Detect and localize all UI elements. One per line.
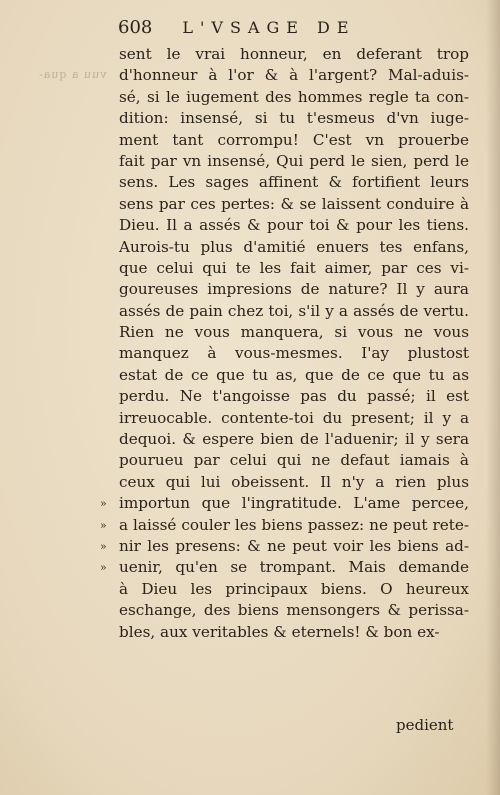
quotation-mark: » <box>100 561 107 575</box>
text-line-content: pourueu par celui qui ne defaut iamais à <box>119 451 469 470</box>
text-line-content: importun que l'ingratitude. L'ame percee, <box>119 494 469 513</box>
text-line <box>119 301 469 322</box>
text-line-content: d'honneur à l'or & à l'argent? Mal-aduis- <box>119 66 469 85</box>
text-line <box>100 493 469 514</box>
text-line <box>119 279 469 300</box>
quotation-mark: » <box>100 518 107 532</box>
page-number: 608 <box>118 17 153 38</box>
text-line-content: eschange, des biens mensongers & perissa- <box>119 601 469 620</box>
text-line <box>119 365 469 386</box>
quotation-mark: » <box>100 539 107 553</box>
page-header <box>118 17 368 38</box>
text-line-content: nir les presens: & ne peut voir les biens ad- <box>119 536 469 555</box>
text-line <box>100 557 469 578</box>
text-line-content: perdu. Ne t'angoisse pas du passé; il est <box>119 387 469 406</box>
text-line <box>119 130 469 151</box>
text-line <box>119 108 469 129</box>
text-line-content: Dieu. Il a assés & pour toi & pour les tiens. <box>119 216 469 235</box>
text-line <box>119 386 469 407</box>
text-line <box>119 622 469 643</box>
text-line-content: ment tant corrompu! C'est vn prouerbe <box>119 130 469 149</box>
text-line <box>119 172 469 193</box>
text-line <box>119 258 469 279</box>
text-line-content: assés de pain chez toi, s'il y a assés de vertu. <box>119 301 469 320</box>
text-line-content: que celui qui te les fait aimer, par ces vi- <box>119 258 469 277</box>
text-line <box>100 515 469 536</box>
text-line-content: fait par vn insensé, Qui perd le sien, perd le <box>119 151 469 170</box>
text-line <box>119 600 469 621</box>
text-line <box>119 322 469 343</box>
text-line-content: bles, aux veritables & eternels! & bon ex- <box>119 622 440 641</box>
text-line-content: estat de ce que tu as, que de ce que tu as <box>119 365 469 384</box>
catchword: pedient <box>396 716 454 734</box>
text-line-content: uenir, qu'en se trompant. Mais demande <box>119 558 469 577</box>
quotation-mark: » <box>100 497 107 511</box>
text-line <box>119 87 469 108</box>
text-line-content: ceux qui lui obeissent. Il n'y a rien plus <box>119 472 469 491</box>
text-line-content: dition: insensé, si tu t'esmeus d'vn iuge- <box>119 109 469 128</box>
text-line <box>119 215 469 236</box>
text-line-content: sé, si le iugement des hommes regle ta con- <box>119 87 469 106</box>
text-line-content: irreuocable. contente-toi du present; il y a <box>119 408 469 427</box>
text-line <box>119 65 469 86</box>
text-line <box>100 536 469 557</box>
page-edge-shadow <box>486 0 500 795</box>
text-line <box>119 44 469 65</box>
text-line-content: goureuses impresions de nature? Il y aura <box>119 280 469 299</box>
text-line-content: a laissé couler les biens passez: ne peut rete- <box>119 515 469 534</box>
text-line <box>119 472 469 493</box>
body-text <box>100 44 469 643</box>
text-line <box>119 194 469 215</box>
text-line <box>119 408 469 429</box>
text-line <box>119 151 469 172</box>
text-line <box>119 579 469 600</box>
text-line <box>119 343 469 364</box>
text-line-content: Rien ne vous manquera, si vous ne vous <box>119 323 469 342</box>
text-line-content: sent le vrai honneur, en deferant trop <box>119 45 469 63</box>
text-line-content: sens. Les sages affinent & fortifient leurs <box>119 173 469 192</box>
text-line-content: dequoi. & espere bien de l'aduenir; il y sera <box>119 430 469 449</box>
text-line-content: manquez à vous-mesmes. I'ay plustost <box>119 344 469 363</box>
text-line <box>119 450 469 471</box>
text-line <box>119 429 469 450</box>
text-line-content: Aurois-tu plus d'amitié enuers tes enfans, <box>119 237 469 256</box>
text-line-content: à Dieu les principaux biens. O heureux <box>119 579 469 598</box>
text-line <box>119 237 469 258</box>
bleed-through-text: vuu a qua- <box>38 68 107 81</box>
running-head: L'VSAGE DE <box>182 18 356 37</box>
text-line-content: sens par ces pertes: & se laissent conduire à <box>119 194 469 213</box>
